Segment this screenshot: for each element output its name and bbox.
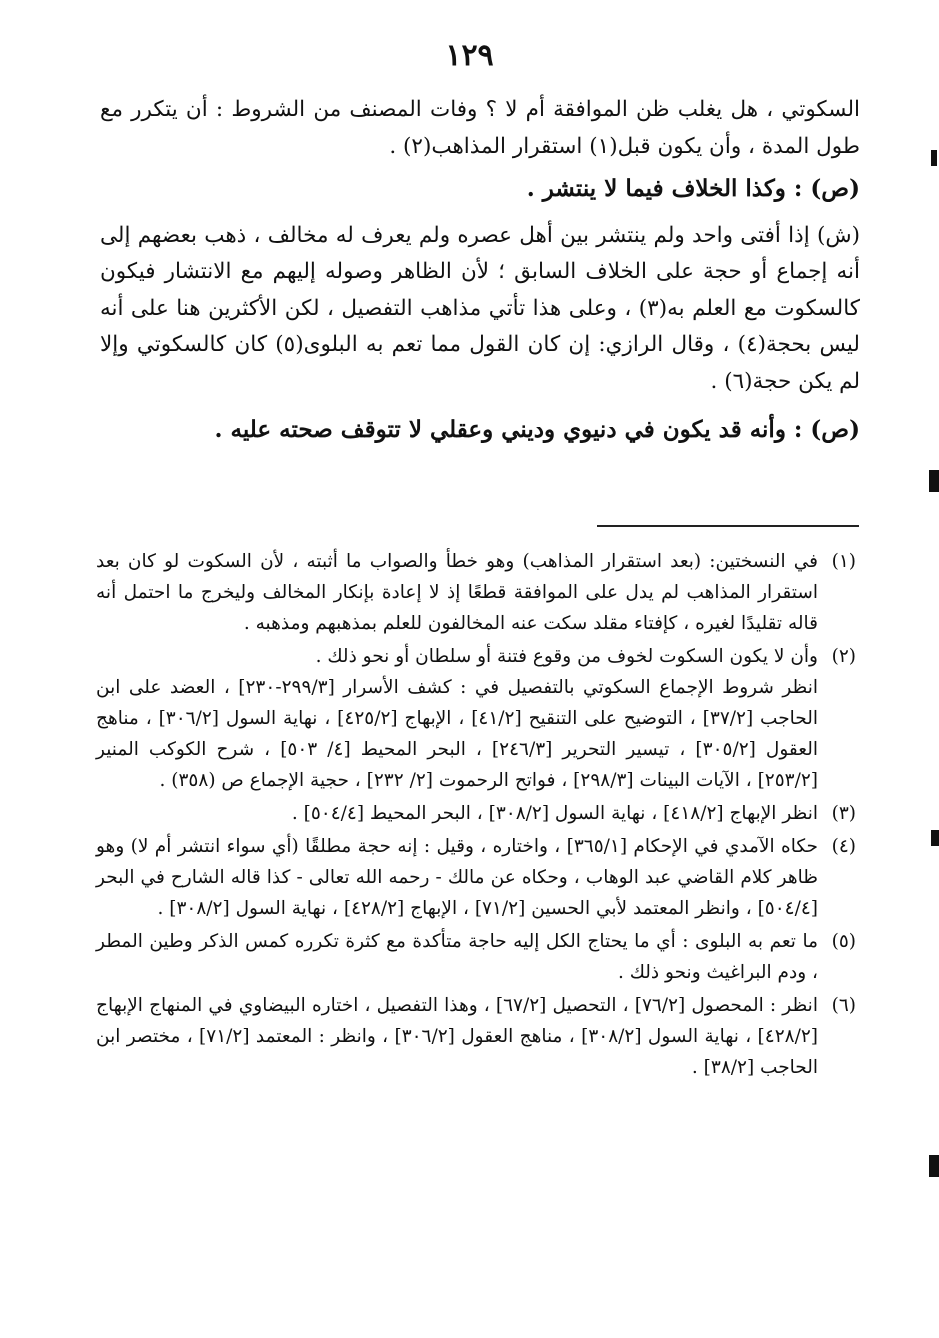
footnote-text xyxy=(96,546,818,639)
footnote-number: (١) xyxy=(831,551,856,572)
footnote xyxy=(96,990,856,1083)
scan-mark xyxy=(931,150,937,166)
footnote-text xyxy=(96,926,818,988)
footnotes xyxy=(96,546,856,1085)
footnote-text xyxy=(96,831,818,924)
footnote-paragraph: حكاه الآمدي في الإحكام [٣٦٥/١] ، واختاره ، وقيل : إنه حجة مطلقًا (أي سواء انتشر أم لا) وهو ظاهر كلام القاضي عبد الوهاب ، وحكاه عن مالك - رحمه الله تعالى - كذا قاله الشارح في البحر [٥٠٤/٤] ، وانظر المعتمد لأبي الحسين [٧١/٢] ، الإبهاج [٤٢٨/٢] ، نهاية السول [٣٠٨/٢] . xyxy=(96,836,818,919)
main-text xyxy=(100,92,860,459)
footnote-paragraph: انظر : المحصول [٧٦/٢] ، التحصيل [٦٧/٢] ، وهذا التفصيل ، اختاره البيضاوي في المنهاج الإبهاج [٤٢٨/٢] ، نهاية السول [٣٠٨/٢] ، مناهج العقول [٣٠٦/٢] ، وانظر : المعتمد [٧١/٢] ، مختصر ابن الحاجب [٣٨/٢] . xyxy=(96,995,818,1078)
footnote-paragraph: انظر الإبهاج [٤١٨/٢] ، نهاية السول [٣٠٨/٢] ، البحر المحيط [٥٠٤/٤] . xyxy=(291,803,818,824)
matn-rule-heading: (ص) : وأنه قد يكون في دنيوي وديني وعقلي لا تتوقف صحته عليه . xyxy=(214,416,860,443)
footnote-number: (٥) xyxy=(831,931,856,952)
footnote xyxy=(96,546,856,639)
footnote-divider xyxy=(597,525,859,527)
main-paragraph: السكوتي ، هل يغلب ظن الموافقة أم لا ؟ وفات المصنف من الشروط : أن يتكرر مع طول المدة ، وأن يكون قبل(١) استقرار المذاهب(٢) . xyxy=(100,97,860,159)
footnote xyxy=(96,926,856,988)
page-number: ١٢٩ xyxy=(445,38,494,73)
footnote-number: (٢) xyxy=(831,646,856,667)
footnote-paragraph: انظر شروط الإجماع السكوتي بالتفصيل في : كشف الأسرار [٢٩٩/٣-٢٣٠] ، العضد على ابن الحاجب [٣٧/٢] ، التوضيح على التنقيح [٤١/٢] ، الإبهاج [٤٢٥/٢] ، نهاية السول [٣٠٦/٢] ، مناهج العقول [٣٠٥/٢] ، تيسير التحرير [٢٤٦/٣] ، البحر المحيط [٤/ ٥٠٣] ، شرح الكوكب المنير [٢٥٣/٢] ، الآيات البينات [٢٩٨/٣] ، فواتح الرحموت [٢/ ٢٣٢] ، حجية الإجماع ص (٣٥٨) . xyxy=(96,677,819,791)
scan-mark xyxy=(929,470,939,492)
footnote xyxy=(96,641,856,796)
footnote-text xyxy=(96,641,818,796)
commentary-paragraph: (ش) إذا أفتى واحد ولم ينتشر بين أهل عصره ولم يعرف له مخالف ، ذهب بعضهم إلى أنه إجماع أو حجة على الخلاف السابق ؛ لأن الظاهر وصوله إليهم مع الانتشار فيكون كالسكوت مع العلم به(٣) ، وعلى هذا تأتي مذاهب التفصيل ، لكن الأكثرين هنا على أنه ليس بحجة(٤) ، وقال الرازي: إن كان القول مما تعم به البلوى(٥) كان كالسكوتي وإلا لم يكن حجة(٦) . xyxy=(100,222,861,394)
footnote-paragraph: وأن لا يكون السكوت لخوف من وقوع فتنة أو سلطان أو نحو ذلك . xyxy=(315,646,818,667)
footnote-number: (٦) xyxy=(831,995,856,1016)
footnote-number: (٤) xyxy=(831,836,856,857)
footnote-paragraph: ما تعم به البلوى : أي ما يحتاج الكل إليه حاجة متأكدة مع كثرة تكرره كمس الذكر وطين المطر ، ودم البراغيث ونحو ذلك . xyxy=(96,931,818,983)
footnote xyxy=(96,798,856,829)
footnote-number: (٣) xyxy=(831,803,856,824)
footnote-text xyxy=(96,990,818,1083)
footnote-text xyxy=(96,798,818,829)
matn-rule-heading: (ص) : وكذا الخلاف فيما لا ينتشر . xyxy=(526,175,860,202)
footnote-paragraph: في النسختين: (بعد استقرار المذاهب) وهو خطأ والصواب ما أثبته ، لأن السكوت لو كان بعد استقرار المذاهب لم يدل على الموافقة قطعًا إذ لا إعادة بإنكار المخالف وليخرج ما احتمل أنه قاله تقليدًا لغيره ، كإفتاء مقلد سكت عنه المخالفون للعلم بمذهبهم ومذهبه . xyxy=(96,551,818,634)
scan-mark xyxy=(929,1155,939,1177)
footnote xyxy=(96,831,856,924)
scan-mark xyxy=(931,830,939,846)
